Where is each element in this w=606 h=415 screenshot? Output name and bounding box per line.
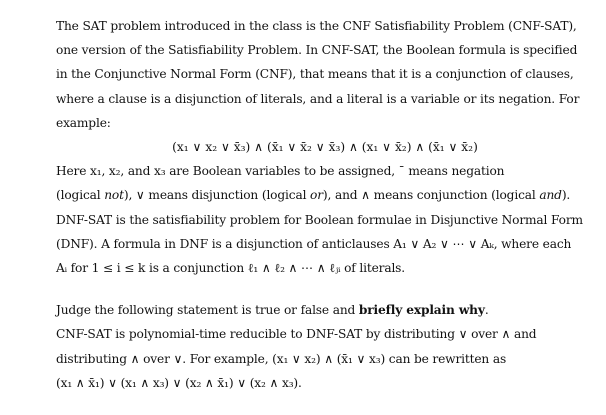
question-line2: CNF-SAT is polynomial-time reducible to DNF-SAT by distributing ∨ over ∧ and xyxy=(56,327,537,342)
question-line1 xyxy=(56,298,576,322)
paragraph2-line2c: ), and ∧ means conjunction (logical xyxy=(322,188,540,203)
document-body xyxy=(56,14,583,395)
question-line1-suffix: . xyxy=(484,303,489,318)
paragraph1-line3: in the Conjunctive Normal Form (CNF), that means that it is a conjunction of clauses, xyxy=(56,67,574,82)
paragraph2-line2b: ), ∨ means disjunction (logical xyxy=(123,188,311,203)
italic-and: and xyxy=(539,188,562,203)
example-formula: (x₁ ∨ x₂ ∨ x̄₃) ∧ (x̄₁ ∨ x̄₂ ∨ x̄₃) ∧ (x₁ ∨ x̄₂) ∧ (x̄₁ ∨ x̄₂) xyxy=(172,140,478,155)
paragraph-gap xyxy=(56,280,576,298)
paragraph2-line3: DNF-SAT is the satisfiability problem for Boolean formulae in Disjunctive Normal Form xyxy=(56,212,583,227)
italic-or: or xyxy=(310,188,323,203)
question-line1-bold: briefly explain why xyxy=(358,303,485,318)
paragraph2-line2a: (logical xyxy=(56,188,105,203)
paragraph2-line1: Here x₁, x₂, and x₃ are Boolean variables to be assigned, ¯ means negation xyxy=(56,164,505,179)
question-line1-prefix: Judge the following statement is true or false and xyxy=(56,303,359,318)
paragraph2-line2 xyxy=(56,183,576,207)
paragraph1-line4: where a clause is a disjunction of literals, and a literal is a variable or its negation. For xyxy=(56,91,580,106)
italic-not: not xyxy=(104,188,124,203)
paragraph1-line1: The SAT problem introduced in the class is the CNF Satisfiability Problem (CNF-SAT), xyxy=(56,19,577,33)
paragraph1-line2: one version of the Satisfiability Problem. In CNF-SAT, the Boolean formula is specified xyxy=(56,43,578,58)
paragraph2-line5: Aᵢ for 1 ≤ i ≤ k is a conjunction ℓ₁ ∧ ℓ₂ ∧ ⋯ ∧ ℓⱼᵢ of literals. xyxy=(56,261,406,276)
paragraph2-line2d: ). xyxy=(561,188,571,203)
question-line3: distributing ∧ over ∨. For example, (x₁ ∨ x₂) ∧ (x̄₁ ∨ x₃) can be rewritten as xyxy=(56,351,507,366)
paragraph1-line5: example: xyxy=(56,115,111,130)
question-line4: (x₁ ∧ x̄₁) ∨ (x₁ ∧ x₃) ∨ (x₂ ∧ x̄₁) ∨ (x₂ ∧ x₃). xyxy=(56,375,302,390)
paragraph2-line4: (DNF). A formula in DNF is a disjunction of anticlauses A₁ ∨ A₂ ∨ ⋯ ∨ Aₖ, where each xyxy=(56,236,572,251)
